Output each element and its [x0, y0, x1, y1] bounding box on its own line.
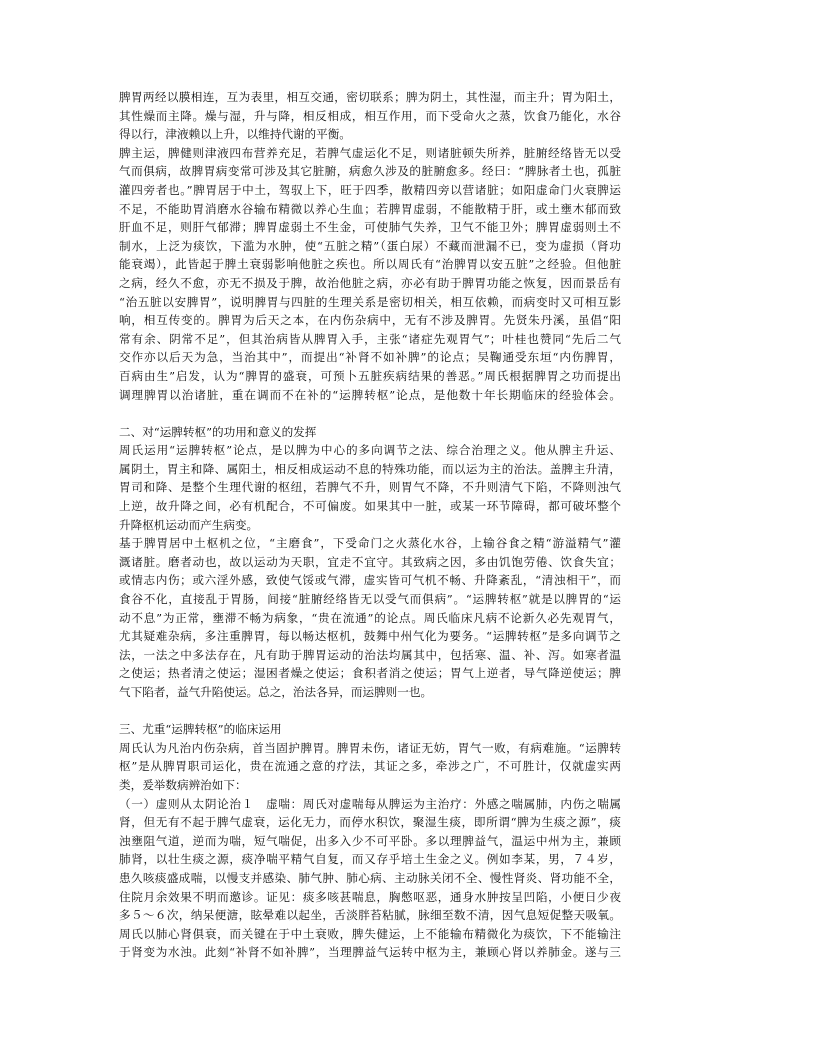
text-line: 得以行，津液赖以上升，以维持代谢的平衡。 — [119, 127, 351, 142]
text-line: 其性燥而主降。燥与湿，升与降，相反相成，相互作用，而下受命火之蒸，饮食乃能化，水谷 — [119, 108, 621, 123]
text-line: 浊壅阻气道，逆而为喘，短气喘促，出多入少不可平卧。多以理脾益气，温运中州为主，兼顾 — [119, 833, 621, 848]
text-line: 百病由生”启发，认为“脾胃的盛衰，可预卜五脏疾病结果的善恶。”周氏根据脾胃之功而提出 — [119, 368, 621, 383]
paragraph — [119, 795, 621, 962]
text-line: 三、尤重“运脾转枢”的临床运用 — [119, 722, 282, 737]
text-line: 溉诸脏。磨者动也，故以运动为天职，宜走不宜守。其致病之因，多由饥饱劳倦、饮食失宜； — [119, 554, 621, 569]
section-heading — [119, 720, 621, 739]
paragraph — [119, 144, 621, 404]
text-line: 动不息”为正常，壅滞不畅为病象，“贵在流通”的论点。周氏临床凡病不论新久必先观胃气， — [119, 610, 621, 625]
text-line: 能衰竭），此皆起于脾土衰弱影响他脏之疾也。所以周氏有“治脾胃以安五脏”之经验。但他脏 — [119, 257, 621, 272]
text-line: 上逆，故升降之间，必有机配合，不可偏废。如果其中一脏，或某一环节障碍，都可破坏整个 — [119, 499, 621, 514]
text-line: 肝血不足，则肝气郁滞；脾胃虚弱土不生金，可使肺气失养，卫气不能卫外；脾胃虚弱则土不 — [119, 220, 621, 235]
paragraph — [119, 88, 621, 144]
text-line: 肺肾，以壮生痰之源，痰净喘平精气自复，而又存乎培土生金之义。例如李某，男，７４岁， — [119, 852, 621, 867]
text-line: 法，一法之中多法存在，凡有助于脾胃运动的治法均属其中，包括寒、温、补、泻。如寒者温 — [119, 647, 621, 662]
text-line: 常有余、阴常不足”，但其治病皆从脾胃入手，主张“诸症先观胃气”；叶桂也赞同“先后二气 — [119, 331, 621, 346]
text-line: 脾主运，脾健则津液四布营养充足，若脾气虚运化不足，则诸脏顿失所养，脏腑经络皆无以受 — [119, 145, 621, 160]
text-line: 多５～６次，纳呆便溏，眩晕难以起坐，舌淡胖苔粘腻，脉细至数不清，因气息短促整天吸氧。 — [119, 908, 621, 923]
text-line: 患久咳痰盛成喘，以慢支并感染、肺气肿、肺心病、主动脉关闭不全、慢性肾炎、肾功能不全， — [119, 870, 621, 885]
text-line: 调理脾胃以治诸脏，重在调而不在补的“运脾转枢”论点，是他数十年长期临床的经验体会。 — [119, 387, 621, 402]
section-heading — [119, 423, 621, 442]
text-line: 升降枢机运动而产生病变。 — [119, 517, 259, 532]
text-line: 周氏运用“运脾转枢”论点，是以脾为中心的多向调节之法、综合治理之义。他从脾主升运、 — [119, 443, 621, 458]
text-line: 二、对“运脾转枢”的功用和意义的发挥 — [119, 424, 317, 439]
text-line: 交作亦以后天为急，当治其中”，而提出“补肾不如补脾”的论点；吴鞠通受东垣“内伤脾胃， — [119, 350, 621, 365]
text-line: 基于脾胃居中土枢机之位，“主磨食”，下受命门之火蒸化水谷，上输谷食之精“游溢精气”灌 — [119, 536, 621, 551]
document-body — [119, 88, 621, 962]
text-line: 肾，但无有不起于脾气虚衰，运化无力，而停水积饮，聚湿生痰，即所谓“脾为生痰之源”，痰 — [119, 815, 621, 830]
text-line: 尤其疑难杂病，多注重脾胃，每以畅达枢机，鼓舞中州气化为要务。“运脾转枢”是多向调节之 — [119, 629, 621, 644]
paragraph — [119, 441, 621, 534]
paragraph-gap — [119, 702, 621, 721]
text-line: 周氏认为凡治内伤杂病，首当固护脾胃。脾胃未伤，诸证无妨，胃气一败，有病难施。“运脾转 — [119, 740, 621, 755]
text-line: 气而俱病，故脾胃病变常可涉及其它脏腑，病愈久涉及的脏腑愈多。经曰：“脾脉者土也，孤脏 — [119, 164, 621, 179]
text-line: （一）虚则从太阴论治１ 虚喘：周氏对虚喘每从脾运为主治疗：外感之喘属肺，内伤之喘属 — [119, 796, 621, 811]
text-line: 脾胃两经以膜相连，互为表里，相互交通，密切联系；脾为阴土，其性湿，而主升；胃为阳土， — [119, 90, 621, 104]
text-line: 响，相互传变的。脾胃为后天之本，在内伤杂病中，无有不涉及脾胃。先贤朱丹溪，虽倡“阳 — [119, 313, 621, 328]
text-line: 之病，经久不愈，亦无不损及于脾，故治他脏之病，亦必有助于脾胃功能之恢复，因而景岳有 — [119, 275, 621, 290]
text-line: 住院月余效果不明而邀诊。证见：痰多咳甚喘息，胸憋呕恶，通身水肿按呈凹陷，小便日少夜 — [119, 889, 621, 904]
text-line: 或情志内伤；或六淫外感，致使气馁或气滞，虚实皆可气机不畅、升降紊乱，“清浊相干”，而 — [119, 573, 621, 588]
text-line: 周氏以肺心肾俱衰，而关键在于中土衰败，脾失健运，上不能输布精微化为痰饮，下不能输注 — [119, 926, 621, 941]
text-line: 属阴土，胃主和降、属阳土，相反相成运动不息的特殊功能，而以运为主的治法。盖脾主升清， — [119, 461, 621, 476]
text-line: 之使运；热者清之使运；湿困者燥之使运；食积者消之使运；胃气上逆者，导气降逆使运；脾 — [119, 666, 621, 681]
text-line: 食谷不化，直接乱于胃肠，间接“脏腑经络皆无以受气而俱病”。“运脾转枢”就是以脾胃的“运 — [119, 592, 621, 607]
text-line: 灌四旁者也。”脾胃居于中土，驾驭上下，旺于四季，散精四旁以营诸脏；如阳虚命门火衰脾运 — [119, 182, 621, 197]
text-line: 类，爰举数病辨治如下： — [119, 777, 247, 792]
text-line: “治五脏以安脾胃”，说明脾胃与四脏的生理关系是密切相关，相互依赖，而病变时又可相互影 — [119, 294, 621, 309]
text-line: 气下陷者，益气升陷使运。总之，治法各异，而运脾则一也。 — [119, 685, 433, 699]
text-line: 不足，不能助胃消磨水谷输布精微以养心生血；若脾胃虚弱，不能散精于肝，或土壅木郁而致 — [119, 201, 621, 216]
text-line: 枢”是从脾胃职司运化，贵在流通之意的疗法，其证之多，牵涉之广，不可胜计，仅就虚实两 — [119, 759, 621, 774]
text-line: 于肾变为水浊。此刻“补肾不如补脾”，当理脾益气运转中枢为主，兼顾心肾以养肺金。遂与三 — [119, 945, 621, 960]
paragraph-gap — [119, 404, 621, 423]
text-line: 胃司和降、是整个生理代谢的枢纽，若脾气不升，则胃气不降，不升则清气下陷，不降则浊气 — [119, 480, 621, 495]
paragraph — [119, 739, 621, 795]
paragraph — [119, 534, 621, 701]
text-line: 制水，上泛为痰饮，下滥为水肿，使“五脏之精”（蛋白尿）不藏而泄漏不已，变为虚损（肾功 — [119, 238, 621, 253]
